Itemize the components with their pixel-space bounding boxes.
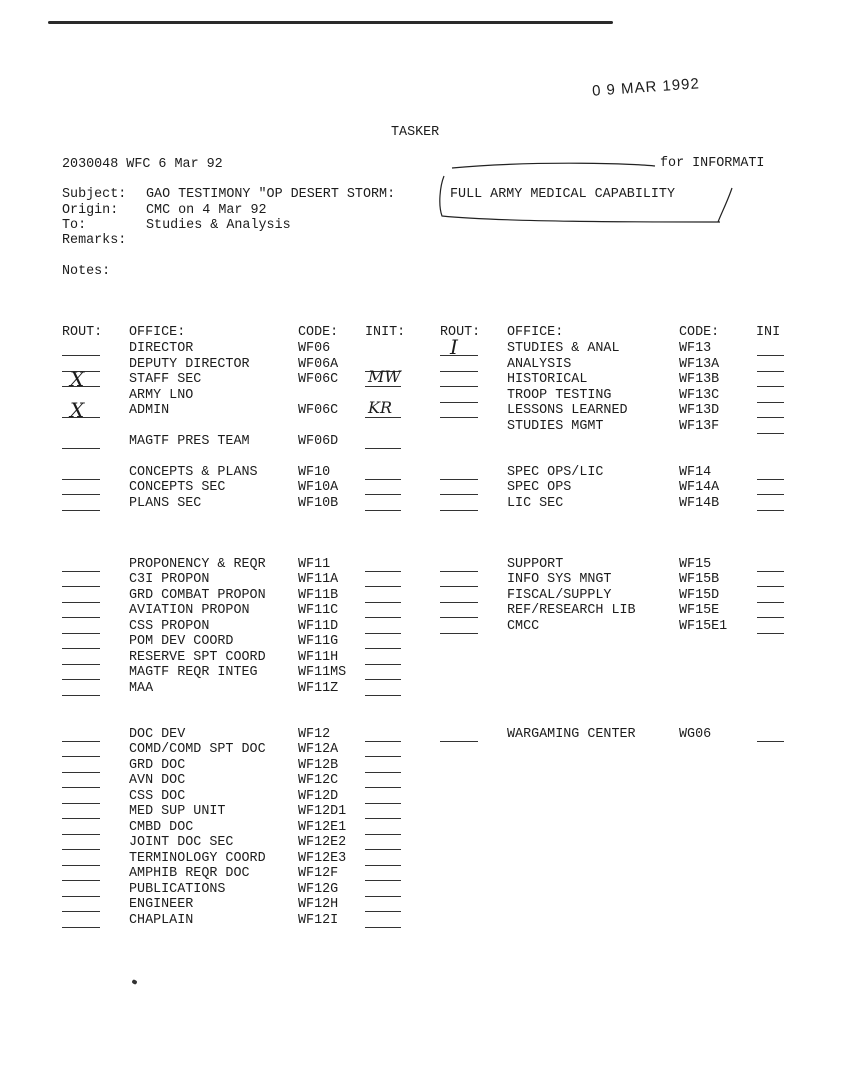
office-name: GRD DOC bbox=[129, 758, 186, 773]
rout-header-right: ROUT: bbox=[440, 325, 481, 340]
action-purpose: for INFORMATI bbox=[660, 156, 765, 171]
notes-label: Notes: bbox=[62, 264, 111, 279]
rout-blank[interactable] bbox=[62, 880, 100, 881]
init-blank[interactable] bbox=[365, 834, 401, 835]
init-blank[interactable] bbox=[365, 494, 401, 495]
office-code: WF11 bbox=[298, 557, 331, 572]
office-code: WF11A bbox=[298, 572, 339, 587]
rout-blank[interactable] bbox=[440, 633, 478, 634]
office-code: WF06A bbox=[298, 357, 339, 372]
office-name: PROPONENCY & REQR bbox=[129, 557, 266, 572]
office-name: HISTORICAL bbox=[507, 372, 588, 387]
code-header-right: CODE: bbox=[679, 325, 720, 340]
office-code: WF06C bbox=[298, 372, 339, 387]
rout-blank[interactable] bbox=[440, 617, 478, 618]
init-blank[interactable] bbox=[365, 448, 401, 449]
office-code: WF12C bbox=[298, 773, 339, 788]
init-blank[interactable] bbox=[365, 818, 401, 819]
office-name: ARMY LNO bbox=[129, 388, 194, 403]
init-blank[interactable] bbox=[365, 927, 401, 928]
office-code: WF13B bbox=[679, 372, 720, 387]
office-code: WF11MS bbox=[298, 665, 347, 680]
office-name: C3I PROPON bbox=[129, 572, 210, 587]
office-name: ENGINEER bbox=[129, 897, 194, 912]
init-blank[interactable] bbox=[757, 510, 784, 511]
rout-blank[interactable] bbox=[62, 818, 100, 819]
init-blank[interactable] bbox=[365, 633, 401, 634]
office-code: WF12A bbox=[298, 742, 339, 757]
init-blank[interactable] bbox=[365, 617, 401, 618]
office-name: TROOP TESTING bbox=[507, 388, 612, 403]
office-name: DIRECTOR bbox=[129, 341, 194, 356]
init-blank[interactable] bbox=[365, 787, 401, 788]
office-name: STUDIES & ANAL bbox=[507, 341, 620, 356]
init-blank[interactable] bbox=[365, 586, 401, 587]
init-blank[interactable] bbox=[365, 510, 401, 511]
office-name: REF/RESEARCH LIB bbox=[507, 603, 636, 618]
office-code: WF15D bbox=[679, 588, 720, 603]
rout-blank[interactable] bbox=[62, 834, 100, 835]
office-name: MED SUP UNIT bbox=[129, 804, 226, 819]
office-code: WF13F bbox=[679, 419, 720, 434]
control-number: 2030048 WFC 6 Mar 92 bbox=[62, 157, 223, 172]
office-name: CONCEPTS SEC bbox=[129, 480, 226, 495]
office-code: WF10 bbox=[298, 465, 331, 480]
office-code: WF06C bbox=[298, 403, 339, 418]
init-blank[interactable] bbox=[757, 741, 784, 742]
office-name: DEPUTY DIRECTOR bbox=[129, 357, 250, 372]
init-blank[interactable] bbox=[365, 803, 401, 804]
init-blank[interactable] bbox=[365, 695, 401, 696]
office-name: MAGTF REQR INTEG bbox=[129, 665, 258, 680]
office-code: WF12E2 bbox=[298, 835, 347, 850]
office-name: SPEC OPS bbox=[507, 480, 572, 495]
init-blank[interactable] bbox=[365, 880, 401, 881]
office-name: ADMIN bbox=[129, 403, 170, 418]
rout-blank[interactable] bbox=[440, 586, 478, 587]
rout-blank[interactable] bbox=[440, 602, 478, 603]
rout-blank[interactable] bbox=[440, 571, 478, 572]
init-blank[interactable] bbox=[365, 571, 401, 572]
office-name: FISCAL/SUPPLY bbox=[507, 588, 612, 603]
rout-blank[interactable] bbox=[62, 865, 100, 866]
office-code: WF12D bbox=[298, 789, 339, 804]
office-code: WG06 bbox=[679, 727, 712, 742]
subject-label: Subject: bbox=[62, 187, 127, 202]
rout-blank[interactable] bbox=[62, 741, 100, 742]
office-code: WF12B bbox=[298, 758, 339, 773]
office-code: WF11B bbox=[298, 588, 339, 603]
office-code: WF12E1 bbox=[298, 820, 347, 835]
office-code: WF11C bbox=[298, 603, 339, 618]
rout-blank[interactable] bbox=[62, 602, 100, 603]
office-code: WF12H bbox=[298, 897, 339, 912]
init-blank[interactable] bbox=[365, 648, 401, 649]
office-name: CSS PROPON bbox=[129, 619, 210, 634]
rout-blank[interactable] bbox=[62, 772, 100, 773]
office-name: PLANS SEC bbox=[129, 496, 202, 511]
rout-checkmark: X bbox=[70, 398, 85, 422]
rout-blank[interactable] bbox=[440, 386, 478, 387]
rout-blank[interactable] bbox=[440, 402, 478, 403]
rout-blank[interactable] bbox=[440, 417, 478, 418]
init-blank[interactable] bbox=[365, 679, 401, 680]
rout-blank[interactable] bbox=[440, 371, 478, 372]
init-blank[interactable] bbox=[757, 386, 784, 387]
init-blank[interactable] bbox=[757, 433, 784, 434]
office-name: STAFF SEC bbox=[129, 372, 202, 387]
office-name: LIC SEC bbox=[507, 496, 564, 511]
office-code: WF12G bbox=[298, 882, 339, 897]
office-header-left: OFFICE: bbox=[129, 325, 186, 340]
init-blank[interactable] bbox=[757, 479, 784, 480]
rout-blank[interactable] bbox=[440, 479, 478, 480]
subject-value: GAO TESTIMONY "OP DESERT STORM: bbox=[146, 187, 396, 202]
origin-label: Origin: bbox=[62, 203, 119, 218]
office-name: INFO SYS MNGT bbox=[507, 572, 612, 587]
office-name: PUBLICATIONS bbox=[129, 882, 226, 897]
init-blank[interactable] bbox=[757, 371, 784, 372]
rout-blank[interactable] bbox=[62, 695, 100, 696]
init-blank[interactable] bbox=[365, 849, 401, 850]
office-code: WF06 bbox=[298, 341, 331, 356]
office-code: WF13C bbox=[679, 388, 720, 403]
office-name: CONCEPTS & PLANS bbox=[129, 465, 258, 480]
init-blank[interactable] bbox=[365, 865, 401, 866]
remarks-label: Remarks: bbox=[62, 233, 127, 248]
office-code: WF12D1 bbox=[298, 804, 347, 819]
page-title: TASKER bbox=[391, 125, 440, 140]
office-name: SUPPORT bbox=[507, 557, 564, 572]
init-blank[interactable] bbox=[757, 355, 784, 356]
office-name: CMCC bbox=[507, 619, 540, 634]
office-code: WF14B bbox=[679, 496, 720, 511]
rout-blank[interactable] bbox=[440, 355, 478, 356]
office-code: WF10A bbox=[298, 480, 339, 495]
office-name: AMPHIB REQR DOC bbox=[129, 866, 250, 881]
rout-blank[interactable] bbox=[62, 756, 100, 757]
rout-blank[interactable] bbox=[62, 849, 100, 850]
init-blank[interactable] bbox=[757, 571, 784, 572]
office-name: AVIATION PROPON bbox=[129, 603, 250, 618]
rout-blank[interactable] bbox=[62, 617, 100, 618]
office-name: CMBD DOC bbox=[129, 820, 194, 835]
office-code: WF06D bbox=[298, 434, 339, 449]
rout-checkmark: X bbox=[70, 367, 85, 391]
rout-blank[interactable] bbox=[62, 355, 100, 356]
init-blank[interactable] bbox=[365, 664, 401, 665]
initials-signature: KR bbox=[368, 398, 392, 417]
office-name: STUDIES MGMT bbox=[507, 419, 604, 434]
office-header-right: OFFICE: bbox=[507, 325, 564, 340]
init-blank[interactable] bbox=[365, 602, 401, 603]
office-name: LESSONS LEARNED bbox=[507, 403, 628, 418]
office-name: COMD/COMD SPT DOC bbox=[129, 742, 266, 757]
rout-blank[interactable] bbox=[440, 510, 478, 511]
office-code: WF11H bbox=[298, 650, 339, 665]
init-blank[interactable] bbox=[365, 756, 401, 757]
rout-blank[interactable] bbox=[62, 927, 100, 928]
rout-blank[interactable] bbox=[62, 911, 100, 912]
office-code: WF15E bbox=[679, 603, 720, 618]
rout-blank[interactable] bbox=[62, 648, 100, 649]
office-code: WF12I bbox=[298, 913, 339, 928]
init-header-right: INI bbox=[756, 325, 781, 340]
office-code: WF13D bbox=[679, 403, 720, 418]
office-code: WF14 bbox=[679, 465, 712, 480]
office-code: WF11Z bbox=[298, 681, 339, 696]
office-name: RESERVE SPT COORD bbox=[129, 650, 266, 665]
office-code: WF14A bbox=[679, 480, 720, 495]
office-name: POM DEV COORD bbox=[129, 634, 234, 649]
office-code: WF15B bbox=[679, 572, 720, 587]
office-name: GRD COMBAT PROPON bbox=[129, 588, 266, 603]
to-value: Studies & Analysis bbox=[146, 218, 291, 233]
init-blank[interactable] bbox=[365, 896, 401, 897]
subject-highlight-loop bbox=[0, 0, 850, 260]
rout-blank[interactable] bbox=[62, 803, 100, 804]
init-blank[interactable] bbox=[757, 617, 784, 618]
init-blank[interactable] bbox=[365, 741, 401, 742]
initials-signature: MW bbox=[368, 367, 401, 386]
office-code: WF12F bbox=[298, 866, 339, 881]
rout-blank[interactable] bbox=[62, 896, 100, 897]
init-blank[interactable] bbox=[757, 586, 784, 587]
init-blank[interactable] bbox=[365, 772, 401, 773]
office-code: WF15 bbox=[679, 557, 712, 572]
office-code: WF11D bbox=[298, 619, 339, 634]
init-blank[interactable] bbox=[757, 402, 784, 403]
office-name: CHAPLAIN bbox=[129, 913, 194, 928]
rout-blank[interactable] bbox=[62, 664, 100, 665]
rout-blank[interactable] bbox=[62, 448, 100, 449]
subject-circled: FULL ARMY MEDICAL CAPABILITY bbox=[450, 187, 675, 202]
office-name: MAGTF PRES TEAM bbox=[129, 434, 250, 449]
init-blank[interactable] bbox=[365, 911, 401, 912]
init-blank[interactable] bbox=[757, 494, 784, 495]
office-name: MAA bbox=[129, 681, 154, 696]
rout-blank[interactable] bbox=[62, 510, 100, 511]
office-code: WF10B bbox=[298, 496, 339, 511]
office-name: DOC DEV bbox=[129, 727, 186, 742]
init-blank[interactable] bbox=[757, 417, 784, 418]
code-header-left: CODE: bbox=[298, 325, 339, 340]
office-code: WF13 bbox=[679, 341, 712, 356]
rout-blank[interactable] bbox=[440, 741, 478, 742]
office-code: WF12E3 bbox=[298, 851, 347, 866]
rout-blank[interactable] bbox=[62, 633, 100, 634]
office-name: SPEC OPS/LIC bbox=[507, 465, 604, 480]
stray-mark bbox=[131, 979, 137, 985]
init-blank[interactable] bbox=[365, 479, 401, 480]
office-code: WF15E1 bbox=[679, 619, 728, 634]
rout-blank[interactable] bbox=[62, 787, 100, 788]
rout-blank[interactable] bbox=[62, 494, 100, 495]
office-name: TERMINOLOGY COORD bbox=[129, 851, 266, 866]
date-stamp: 0 9 MAR 1992 bbox=[591, 75, 701, 100]
office-code: WF13A bbox=[679, 357, 720, 372]
origin-value: CMC on 4 Mar 92 bbox=[146, 203, 267, 218]
office-code: WF11G bbox=[298, 634, 339, 649]
office-name: WARGAMING CENTER bbox=[507, 727, 636, 742]
rout-header-left: ROUT: bbox=[62, 325, 103, 340]
rout-blank[interactable] bbox=[62, 586, 100, 587]
rout-blank[interactable] bbox=[440, 494, 478, 495]
rout-checkmark: I bbox=[450, 335, 458, 359]
rout-blank[interactable] bbox=[62, 479, 100, 480]
office-name: JOINT DOC SEC bbox=[129, 835, 234, 850]
to-label: To: bbox=[62, 218, 87, 233]
office-name: CSS DOC bbox=[129, 789, 186, 804]
rout-blank[interactable] bbox=[62, 571, 100, 572]
init-blank[interactable] bbox=[757, 602, 784, 603]
init-blank[interactable] bbox=[757, 633, 784, 634]
rout-blank[interactable] bbox=[62, 679, 100, 680]
init-header-left: INIT: bbox=[365, 325, 406, 340]
office-name: ANALYSIS bbox=[507, 357, 572, 372]
office-name: AVN DOC bbox=[129, 773, 186, 788]
office-code: WF12 bbox=[298, 727, 331, 742]
